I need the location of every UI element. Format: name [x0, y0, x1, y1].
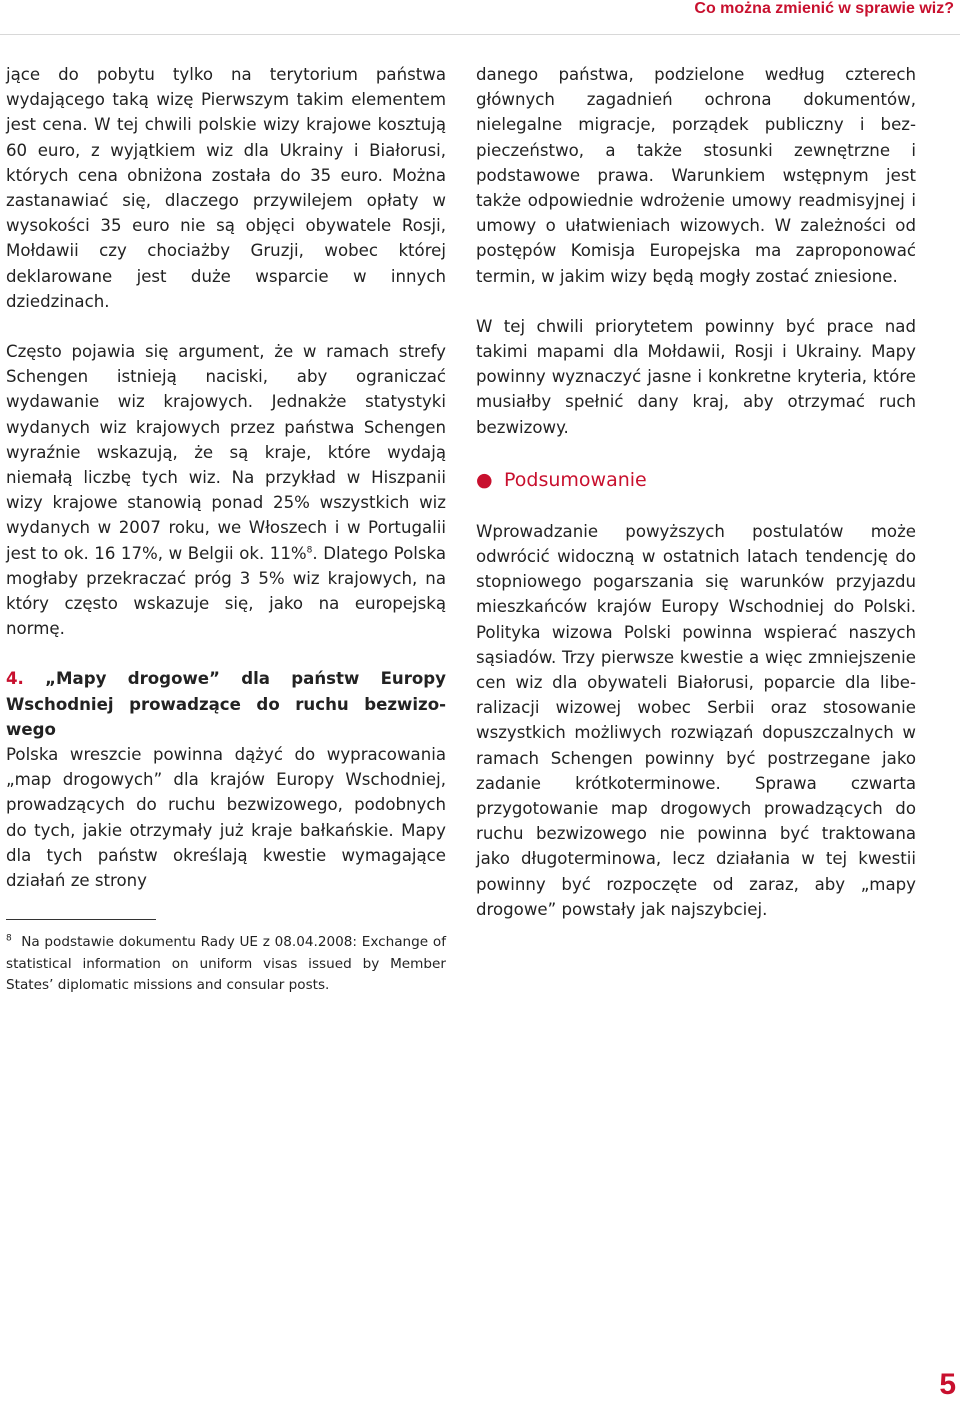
- bullet-icon: ●: [476, 468, 493, 491]
- left-paragraph-3: Polska wreszcie powinna dążyć do wypracowania „map drogowych” dla krajów Europy Wschodniej, prowadzących do ruchu bezwizowego, podobnych do tych, jakie otrzymały już kraje bałkańskie. Mapy dla tych państw określają kwestie wymagające działań ze strony: [6, 745, 446, 891]
- footnote-ref[interactable]: 8: [306, 545, 313, 556]
- page-number: 5: [939, 1368, 956, 1401]
- footnote-divider: [6, 919, 156, 920]
- left-paragraph-1: jące do pobytu tylko na terytorium państwa wydającego taką wizę Pierwszym takim elementem jest cena. W tej chwili polskie wizy krajowe kosztują 60 euro, z wyjątkiem wiz dla Ukrainy i Białorusi, których cena obniżona została do 35 euro. Można zastanawiać się, dlaczego przywilejem opłaty w wysokości 35 euro nie są objęci obywatele Rosji, Mołdawii czy chociażby Gruzji, wobec której deklarowane jest duże wsparcie w innych dziedzinach.: [6, 65, 446, 311]
- section-heading-podsumowanie: [476, 468, 916, 493]
- subsection-number: 4.: [6, 669, 24, 689]
- footnote-text: Na podstawie dokumentu Rady UE z 08.04.2008: Exchange of statistical information on uniform visas issued by Member States’ diplomatic missions and consular posts.: [6, 934, 446, 994]
- left-paragraph-2-text-a: Często pojawia się argument, że w ramach strefy Schengen istnieją naciski, aby ograniczać wydawanie wiz krajowych. Jednakże statystyki wydanych wiz krajowych przez państwa Schengen wyraźnie wskazują, że są kraje, które wydają niemałą liczbę tych wiz. Na przykład w Hiszpanii wizy krajowe stanowią ponad 25% wszystkich wiz wydanych w 2007 roku, we Włoszech i w Portugalii jest to ok. 16 17%, w Belgii ok. 11%: [6, 342, 446, 563]
- running-header: [0, 0, 960, 35]
- section-title: Podsumowanie: [504, 468, 647, 491]
- subsection-title: „Mapy drogowe” dla państw Europy Wschodniej prowadzące do ruchu bezwizowego: [6, 669, 446, 739]
- right-paragraph-1: danego państwa, podzielone według czterech głównych zagadnień ochrona dokumentów, nielegalne migracje, porządek publiczny i bezpieczeństwo, a także stosunki zewnętrzne i podstawowe prawa. Warunkiem wstępnym jest także odpowiednie wdrożenie umowy readmisyjnej i umowy o ułatwieniach wizowych. W zależności od postępów Komisja Europejska ma zaproponować termin, w jakim wizy będą mogły zostać zniesione.: [476, 65, 916, 286]
- running-head-title: Co można zmienić w sprawie wiz?: [694, 0, 954, 17]
- right-paragraph-3: Wprowadzanie powyższych postulatów może odwrócić widoczną w ostatnich latach tendencję do stopniowego pogarszania się warunków przyjazdu mieszkańców krajów Europy Wschodniej do Polski. Polityka wizowa Polski powinna wspierać naszych sąsiadów. Trzy pierwsze kwestie a więc zmniejszenie cen wiz dla obywateli Białorusi, poparcie dla liberalizacji wizowej wobec Serbii oraz stosowanie wszystkich możliwych rozwiązań dopuszczalnych w ramach Schengen powinny być postrzegane jako zadanie krótkoterminowe. Sprawa czwarta przygotowanie map drogowych prowadzących do ruchu bezwizowego nie powinna być traktowana jako długoterminowa, lecz działania w tej kwestii powinny być rozpoczęte od zaraz, aby „mapy drogowe” powstały jak najszybciej.: [476, 521, 916, 919]
- footnote-number: 8: [6, 933, 12, 944]
- footnote: [6, 932, 446, 997]
- subsection-heading-4: [6, 666, 446, 742]
- right-column: [476, 62, 916, 922]
- left-paragraph-2: [6, 339, 446, 641]
- right-paragraph-2: W tej chwili priorytetem powinny być prace nad takimi mapami dla Mołdawii, Rosji i Ukrainy. Mapy powinny wyznaczyć jasne i konkretne kryteria, które musiałby spełnić dany kraj, aby otrzymać ruch bezwizowy.: [476, 316, 916, 437]
- left-column: [6, 62, 446, 997]
- left-paragraph-2-text-b: . Dlatego Polska mogłaby przekraczać próg 3 5% wiz krajowych, na który często wskazuje się, jako na europejską normę.: [6, 543, 446, 639]
